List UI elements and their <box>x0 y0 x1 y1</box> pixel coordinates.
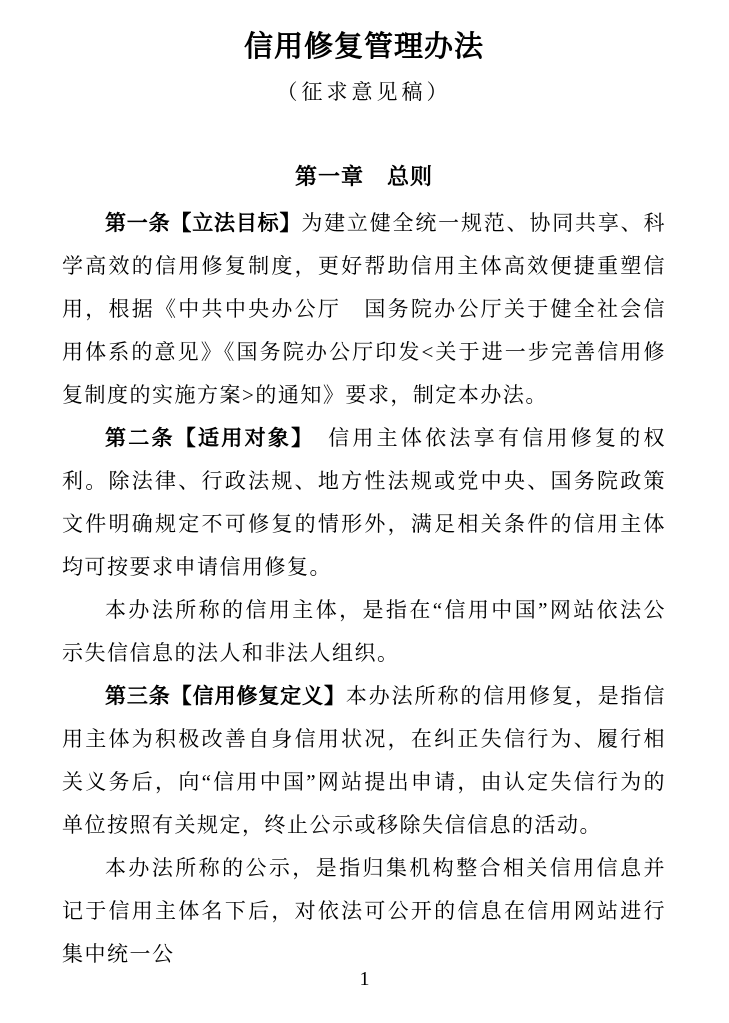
body-paragraph <box>62 847 666 976</box>
document-subtitle: （征求意见稿） <box>276 80 452 104</box>
body-paragraph <box>62 589 666 675</box>
paragraph-text: 为建立健全统一规范、协同共享、科学高效的信用修复制度，更好帮助信用主体高效便捷重塑信用，根据《中共中央办公厅 国务院办公厅关于健全社会信用体系的意见》《国务院办公厅印发<关于进一步完善信用修复制度的实施方案>的通知》要求，制定本办法。 <box>62 211 666 407</box>
paragraph-text: 本办法所称的公示，是指归集机构整合相关信用信息并记于信用主体名下后，对依法可公开的信息在信用网站进行集中统一公 <box>62 856 666 966</box>
paragraph-text: 本办法所称的信用修复，是指信用主体为积极改善自身信用状况，在纠正失信行为、履行相关义务后，向“信用中国”网站提出申请，由认定失信行为的单位按照有关规定，终止公示或移除失信信息的活动。 <box>62 684 667 837</box>
chapter-heading: 第一章 总则 <box>294 164 433 189</box>
document-body <box>62 202 666 976</box>
body-paragraph <box>62 417 666 589</box>
paragraph-text: 信用主体依法享有信用修复的权利。除法律、行政法规、地方性法规或党中央、国务院政策文件明确规定不可修复的情形外，满足相关条件的信用主体均可按要求申请信用修复。 <box>62 426 667 579</box>
article-lead: 第二条【适用对象】 <box>105 427 304 450</box>
document-title: 信用修复管理办法 <box>243 31 484 63</box>
body-paragraph <box>62 202 666 417</box>
page-number: 1 <box>359 968 370 990</box>
paragraph-text: 本办法所称的信用主体，是指在“信用中国”网站依法公示失信信息的法人和非法人组织。 <box>62 598 666 665</box>
body-paragraph <box>62 675 666 847</box>
article-lead: 第一条【立法目标】 <box>105 212 302 235</box>
article-lead: 第三条【信用修复定义】 <box>105 685 346 708</box>
